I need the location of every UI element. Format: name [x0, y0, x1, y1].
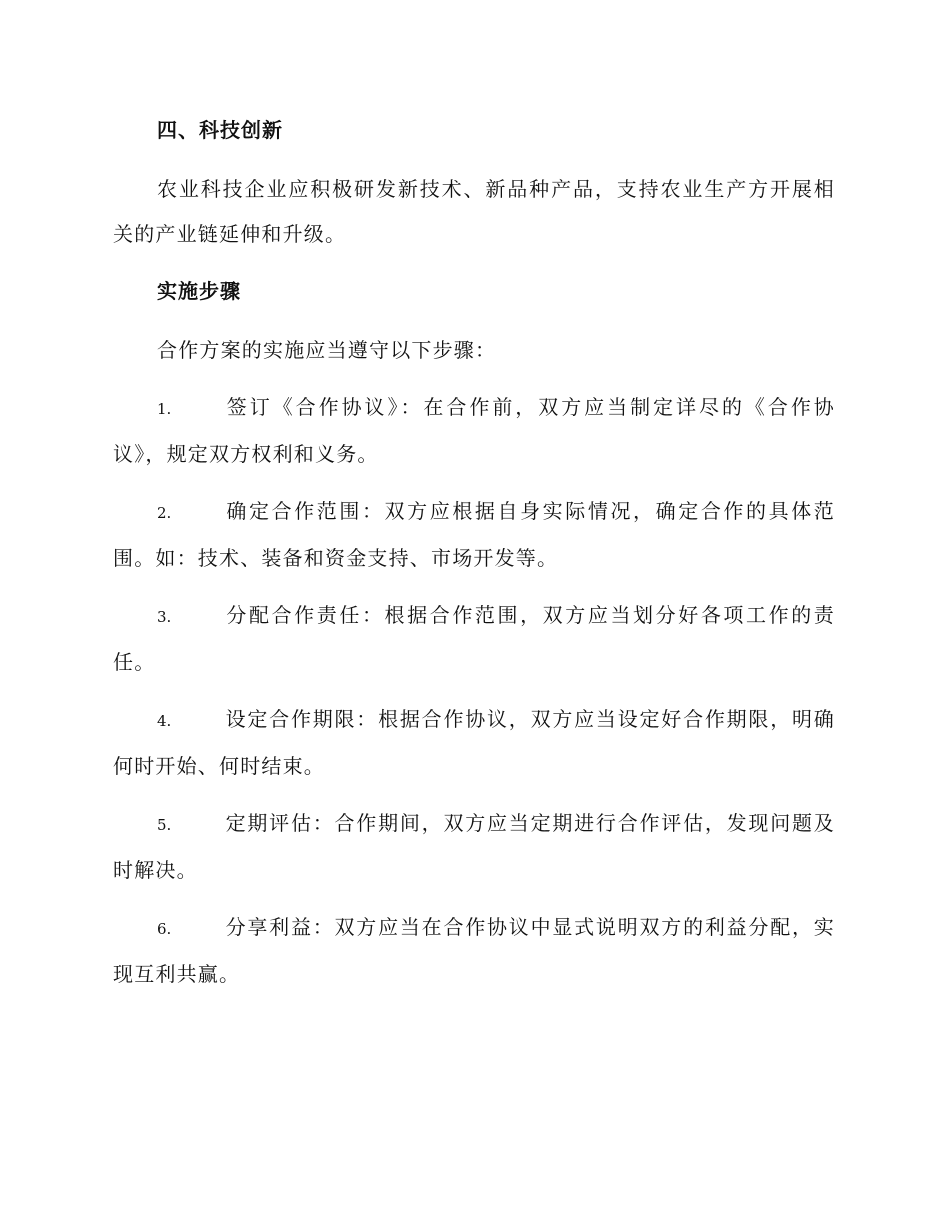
step-text: 确定合作范围：双方应根据自身实际情况，确定合作的具体范围。如：技术、装备和资金支持、市场开发等。	[113, 499, 835, 570]
step-number: 1.	[157, 400, 172, 418]
step-text: 分配合作责任：根据合作范围，双方应当划分好各项工作的责任。	[113, 603, 835, 674]
section-body-tech: 农业科技企业应积极研发新技术、新品种产品，支持农业生产方开展相关的产业链延伸和升级。	[113, 177, 835, 246]
step-number: 6.	[157, 920, 172, 938]
implementation-intro: 合作方案的实施应当遵守以下步骤：	[157, 338, 497, 362]
step-number: 3.	[157, 608, 172, 626]
step-item	[113, 905, 835, 997]
step-item	[113, 697, 835, 789]
section-heading-implementation: 实施步骤	[157, 279, 241, 303]
step-text: 签订《合作协议》：在合作前，双方应当制定详尽的《合作协议》，规定双方权利和义务。	[113, 395, 835, 466]
step-item	[113, 593, 835, 685]
document-page	[113, 108, 835, 1009]
step-item	[113, 801, 835, 893]
step-number: 2.	[157, 504, 172, 522]
step-text: 设定合作期限：根据合作协议，双方应当设定好合作期限，明确何时开始、何时结束。	[113, 707, 835, 778]
step-text: 定期评估：合作期间，双方应当定期进行合作评估，发现问题及时解决。	[113, 811, 835, 882]
step-number: 4.	[157, 712, 172, 730]
step-item	[113, 385, 835, 477]
section-heading-tech: 四、科技创新	[157, 118, 283, 142]
step-number: 5.	[157, 816, 172, 834]
step-item	[113, 489, 835, 581]
step-text: 分享利益：双方应当在合作协议中显式说明双方的利益分配，实现互利共赢。	[113, 915, 835, 986]
